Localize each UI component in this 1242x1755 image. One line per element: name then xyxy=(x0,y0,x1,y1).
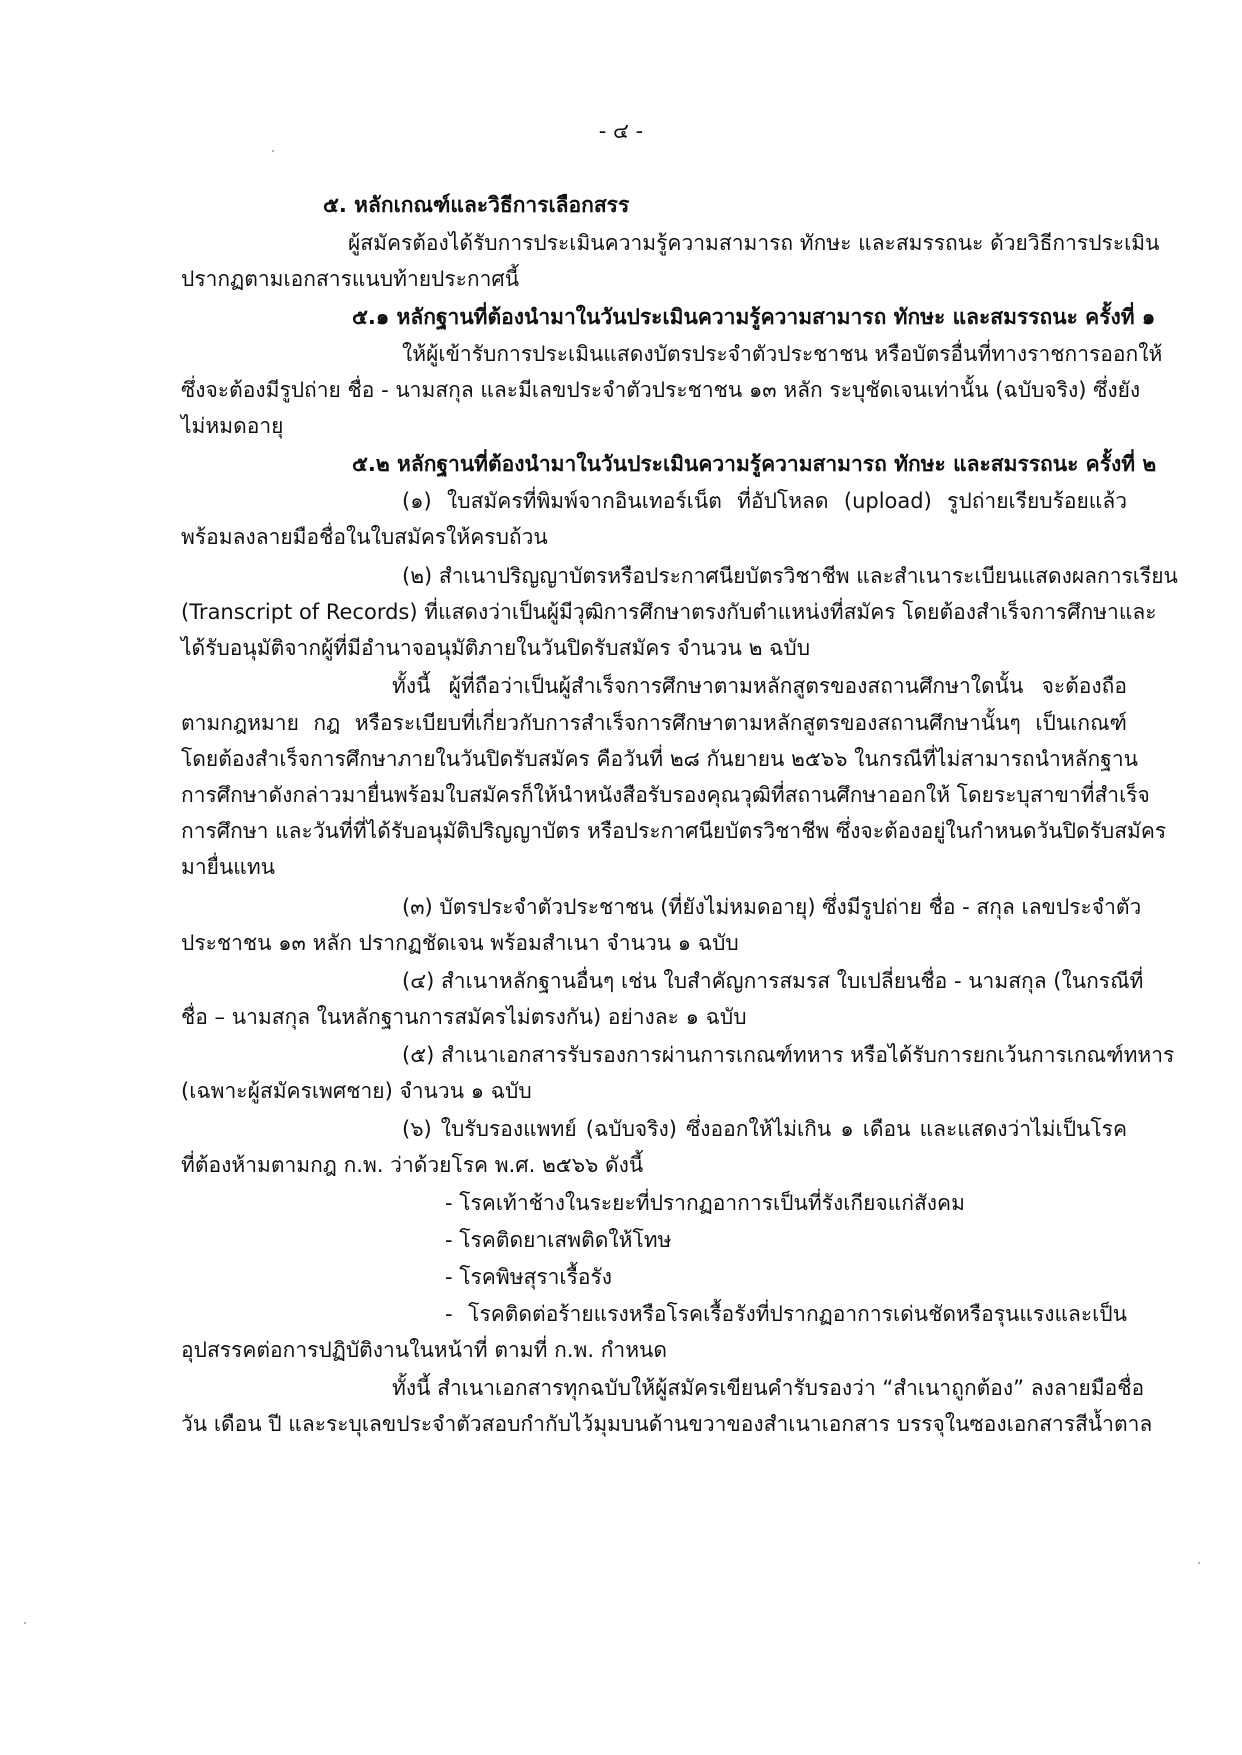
note-line-5: การศึกษา และวันที่ที่ได้รับอนุมัติปริญญาบัตร หรือประกาศนียบัตรวิชาชีพ ซึ่งจะต้องอยู่ในกำหนดวันปิดรับสมัคร xyxy=(181,819,1167,843)
note-line-4: การศึกษาดังกล่าวมายื่นพร้อมใบสมัครก็ให้นำหนังสือรับรองคุณวุฒิที่สถานศึกษาออกให้ โดยระบุสาขาที่สำเร็จ xyxy=(181,783,1150,807)
final-note-line-1: ทั้งนี้ สำเนาเอกสารทุกฉบับให้ผู้สมัครเขียนคำรับรองว่า “สำเนาถูกต้อง” ลงลายมือชื่อ xyxy=(392,1376,1145,1400)
disease-item-3: - โรคพิษสุราเรื้อรัง xyxy=(445,1265,613,1289)
disease-item-2: - โรคติดยาเสพติดให้โทษ xyxy=(445,1228,672,1252)
disease-item-4-line-2: อุปสรรคต่อการปฏิบัติงานในหน้าที่ ตามที่ ก.พ. กำหนด xyxy=(181,1338,668,1362)
item-2-line-3: ได้รับอนุมัติจากผู้ที่มีอำนาจอนุมัติภายในวันปิดรับสมัคร จำนวน ๒ ฉบับ xyxy=(181,636,811,660)
item-3-line-1: (๓) บัตรประจำตัวประชาชน (ที่ยังไม่หมดอายุ) ซึ่งมีรูปถ่าย ชื่อ - สกุล เลขประจำตัว xyxy=(402,895,1142,919)
section-5-1-line-3: ไม่หมดอายุ xyxy=(181,414,284,438)
item-4-line-2: ชื่อ – นามสกุล ในหลักฐานการสมัครไม่ตรงกัน) อย่างละ ๑ ฉบับ xyxy=(181,1005,747,1029)
final-note-line-2: วัน เดือน ปี และระบุเลขประจำตัวสอบกำกับไว้มุมบนด้านขวาของสำเนาเอกสาร บรรจุในซองเอกสารสีน้ำตาล xyxy=(181,1412,1153,1436)
item-6-line-1: (๖) ใบรับรองแพทย์ (ฉบับจริง) ซึ่งออกให้ไม่เกิน ๑ เดือน และแสดงว่าไม่เป็นโรค xyxy=(402,1117,1127,1141)
item-2-line-2: (Transcript of Records) ที่แสดงว่าเป็นผู้มีวุฒิการศึกษาตรงกับตำแหน่งที่สมัคร โดยต้องสำเร็จการศึกษาและ xyxy=(181,600,1157,624)
note-line-2: ตามกฎหมาย กฎ หรือระเบียบที่เกี่ยวกับการสำเร็จการศึกษาตามหลักสูตรของสถานศึกษานั้นๆ เป็นเกณฑ์ xyxy=(181,711,1127,735)
item-2-line-1: (๒) สำเนาปริญญาบัตรหรือประกาศนียบัตรวิชาชีพ และสำเนาระเบียนแสดงผลการเรียน xyxy=(402,564,1178,588)
item-1-line-1: (๑) ใบสมัครที่พิมพ์จากอินเทอร์เน็ต ที่อัปโหลด (upload) รูปถ่ายเรียบร้อยแล้ว xyxy=(402,489,1127,513)
item-3-line-2: ประชาชน ๑๓ หลัก ปรากฏชัดเจน พร้อมสำเนา จำนวน ๑ ฉบับ xyxy=(181,931,739,955)
section-5-1-line-2: ซึ่งจะต้องมีรูปถ่าย ชื่อ - นามสกุล และมีเลขประจำตัวประชาชน ๑๓ หลัก ระบุชัดเจนเท่านั้น (ฉบับจริง) ซึ่งยัง xyxy=(181,378,1141,402)
section-5-intro-line-2: ปรากฏตามเอกสารแนบท้ายประกาศนี้ xyxy=(181,267,520,291)
item-6-line-2: ที่ต้องห้ามตามกฎ ก.พ. ว่าด้วยโรค พ.ศ. ๒๕๖๖ ดังนี้ xyxy=(181,1153,644,1177)
section-5-2-heading: ๕.๒ หลักฐานที่ต้องนำมาในวันประเมินความรู้ความสามารถ ทักษะ และสมรรถนะ ครั้งที่ ๒ xyxy=(352,452,1157,476)
item-5-line-1: (๕) สำเนาเอกสารรับรองการผ่านการเกณฑ์ทหาร หรือได้รับการยกเว้นการเกณฑ์ทหาร xyxy=(402,1043,1175,1067)
section-5-intro-line-1: ผู้สมัครต้องได้รับการประเมินความรู้ความสามารถ ทักษะ และสมรรถนะ ด้วยวิธีการประเมิน xyxy=(348,231,1160,255)
scan-speck xyxy=(272,150,274,152)
page-number: - ๔ - xyxy=(598,119,644,143)
item-1-line-2: พร้อมลงลายมือชื่อในใบสมัครให้ครบถ้วน xyxy=(181,525,548,549)
item-5-line-2: (เฉพาะผู้สมัครเพศชาย) จำนวน ๑ ฉบับ xyxy=(181,1079,532,1103)
scan-speck xyxy=(24,1622,26,1624)
note-line-1: ทั้งนี้ ผู้ที่ถือว่าเป็นผู้สำเร็จการศึกษาตามหลักสูตรของสถานศึกษาใดนั้น จะต้องถือ xyxy=(392,674,1127,698)
scan-speck xyxy=(1198,1562,1200,1564)
note-line-3: โดยต้องสำเร็จการศึกษาภายในวันปิดรับสมัคร คือวันที่ ๒๘ กันยายน ๒๕๖๖ ในกรณีที่ไม่สามารถนำหลักฐาน xyxy=(181,747,1138,771)
section-5-1-line-1: ให้ผู้เข้ารับการประเมินแสดงบัตรประจำตัวประชาชน หรือบัตรอื่นที่ทางราชการออกให้ xyxy=(402,342,1163,366)
disease-item-1: - โรคเท้าช้างในระยะที่ปรากฏอาการเป็นที่รังเกียจแก่สังคม xyxy=(445,1191,965,1215)
section-5-heading: ๕. หลักเกณฑ์และวิธีการเลือกสรร xyxy=(323,193,630,217)
item-4-line-1: (๔) สำเนาหลักฐานอื่นๆ เช่น ใบสำคัญการสมรส ใบเปลี่ยนชื่อ - นามสกุล (ในกรณีที่ xyxy=(402,969,1144,993)
disease-item-4-line-1: - โรคติดต่อร้ายแรงหรือโรคเรื้อรังที่ปรากฏอาการเด่นชัดหรือรุนแรงและเป็น xyxy=(445,1302,1127,1326)
section-5-1-heading: ๕.๑ หลักฐานที่ต้องนำมาในวันประเมินความรู้ความสามารถ ทักษะ และสมรรถนะ ครั้งที่ ๑ xyxy=(352,305,1156,329)
note-line-6: มายื่นแทน xyxy=(181,855,276,879)
